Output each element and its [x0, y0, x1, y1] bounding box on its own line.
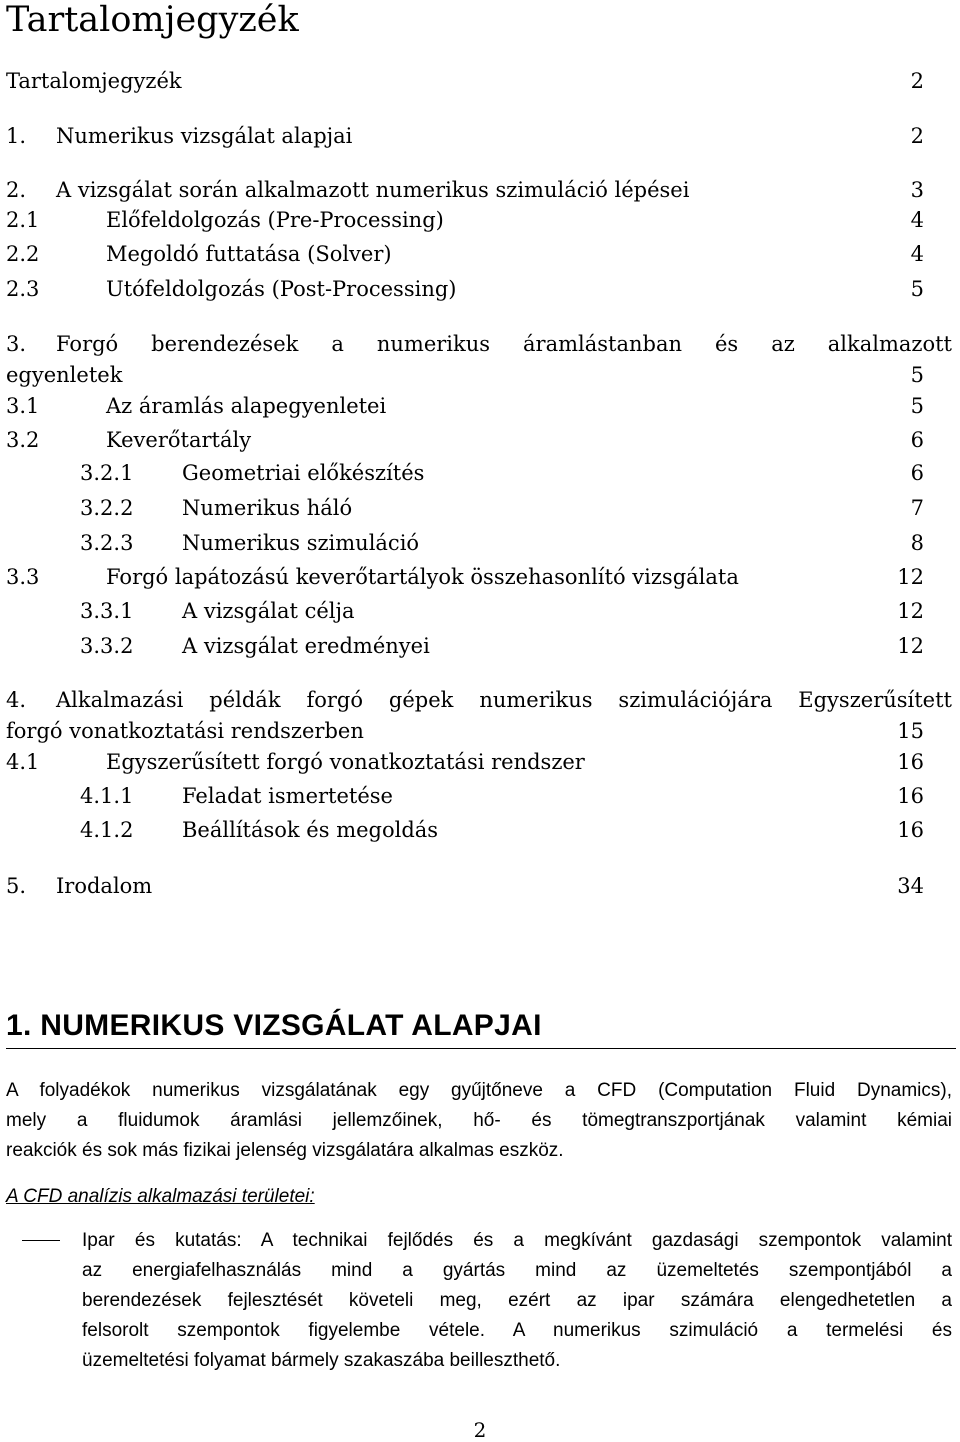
- toc-entry-text: A vizsgálat során alkalmazott numerikus szimuláció lépései: [56, 178, 690, 202]
- toc-entry-text: Előfeldolgozás (Pre-Processing): [106, 208, 444, 232]
- toc-entry-number: 4.1: [6, 750, 40, 774]
- toc-entry-number: 1.: [6, 124, 27, 148]
- toc-entry-number: 3.1: [6, 394, 40, 418]
- toc-entry-number: 3.2.1: [80, 461, 134, 485]
- toc-entry-page: 16: [897, 818, 924, 842]
- intro-line: mely a fluidumok áramlási jellemzőinek, hő- és tömegtranszportjának valamint kémiai: [6, 1110, 952, 1131]
- toc-entry-text: Beállítások és megoldás: [182, 818, 439, 842]
- toc-entry-text: Feladat ismertetése: [182, 784, 393, 808]
- toc-entry-page: 6: [910, 461, 924, 485]
- toc-entry-text: Forgó berendezések a numerikus áramlástanban és az alkalmazott: [56, 332, 952, 356]
- toc-entry-text: Az áramlás alapegyenletei: [106, 394, 387, 418]
- toc-entry-text-continued: egyenletek: [6, 363, 123, 387]
- toc-entry-text: Forgó lapátozású keverőtartályok összehasonlító vizsgálata: [106, 565, 739, 589]
- toc-entry-number: 4.1.1: [80, 784, 134, 808]
- toc-entry-page: 34: [897, 874, 924, 898]
- intro-paragraph: [6, 1076, 952, 1166]
- toc-entry-page: 5: [910, 277, 924, 301]
- toc-entry-page: 5: [910, 363, 924, 387]
- bullet-line: berendezések fejlesztését követeli meg, ezért az ipar számára elengedhetetlen a: [82, 1290, 952, 1311]
- toc-title: Tartalomjegyzék: [6, 0, 299, 40]
- section-heading: 1. NUMERIKUS VIZSGÁLAT ALAPJAI: [6, 1009, 542, 1042]
- toc-entry-text: Keverőtartály: [106, 428, 252, 452]
- toc-entry-number: 5.: [6, 874, 27, 898]
- bullet-line: üzemeltetési folyamat bármely szakaszába beilleszthető.: [82, 1350, 561, 1371]
- toc-entry-page: 2: [910, 69, 924, 93]
- toc-entry-text: Numerikus vizsgálat alapjai: [56, 124, 353, 148]
- toc-entry-page: 4: [910, 242, 924, 266]
- bullet-line: felsorolt szempontok figyelembe vétele. A numerikus szimuláció a termelési és: [82, 1320, 952, 1341]
- toc-entry-page: 6: [910, 428, 924, 452]
- toc-entry-page: 12: [897, 634, 924, 658]
- toc-entry-number: 2.: [6, 178, 27, 202]
- toc-entry-page: 12: [897, 599, 924, 623]
- toc-entry-number: 3.2.3: [80, 531, 134, 555]
- toc-entry-number: 2.2: [6, 242, 40, 266]
- toc-entry-number: 3.3: [6, 565, 40, 589]
- toc-entry-page: 12: [897, 565, 924, 589]
- toc-entry-page: 16: [897, 750, 924, 774]
- toc-entry-page: 15: [897, 719, 924, 743]
- toc-entry-page: 8: [910, 531, 924, 555]
- bullet-line: az energiafelhasználás mind a gyártás mind az üzemeltetés szempontjából a: [82, 1260, 952, 1281]
- toc-entry-text: Irodalom: [56, 874, 153, 898]
- toc-entry-text: Egyszerűsített forgó vonatkoztatási rendszer: [106, 750, 585, 774]
- toc-entry-text: Megoldó futtatása (Solver): [106, 242, 392, 266]
- toc-entry-text: Utófeldolgozás (Post-Processing): [106, 277, 457, 301]
- bullet-line: Ipar és kutatás: A technikai fejlődés és a megkívánt gazdasági szempontok valamint: [82, 1230, 952, 1251]
- toc-entry-page: 2: [910, 124, 924, 148]
- toc-entry-text: Alkalmazási példák forgó gépek numerikus szimulációjára Egyszerűsített: [56, 688, 952, 712]
- toc-entry-page: 5: [910, 394, 924, 418]
- toc-entry-number: 2.1: [6, 208, 40, 232]
- toc-entry-page: 16: [897, 784, 924, 808]
- intro-line: reakciók és sok más fizikai jelenség vizsgálatára alkalmas eszköz.: [6, 1140, 564, 1161]
- toc-entry-number: 3.: [6, 332, 27, 356]
- toc-entry-text-continued: forgó vonatkoztatási rendszerben: [6, 719, 364, 743]
- intro-line: A folyadékok numerikus vizsgálatának egy gyűjtőneve a CFD (Computation Fluid Dynamics),: [6, 1080, 952, 1101]
- bullet-paragraph: [82, 1226, 952, 1376]
- toc-entry-text: Geometriai előkészítés: [182, 461, 425, 485]
- dash-bullet-icon: [22, 1240, 60, 1241]
- toc-entry-number: 4.1.2: [80, 818, 134, 842]
- toc-entry-number: 4.: [6, 688, 27, 712]
- toc-entry-page: 7: [910, 496, 924, 520]
- toc-entry-number: 3.3.1: [80, 599, 134, 623]
- toc-entry-number: 3.2: [6, 428, 40, 452]
- toc-entry-text: Numerikus háló: [182, 496, 353, 520]
- page-number: 2: [473, 1418, 487, 1442]
- toc-entry-number: 3.2.2: [80, 496, 134, 520]
- toc-entry-page: 3: [910, 178, 924, 202]
- toc-entry-text: A vizsgálat eredményei: [182, 634, 430, 658]
- toc-entry-number: 2.3: [6, 277, 40, 301]
- toc-entry-page: 4: [910, 208, 924, 232]
- toc-entry-text: Tartalomjegyzék: [6, 69, 182, 93]
- toc-entry-text: Numerikus szimuláció: [182, 531, 420, 555]
- subheading: A CFD analízis alkalmazási területei:: [6, 1186, 315, 1207]
- toc-entry-text: A vizsgálat célja: [182, 599, 355, 623]
- heading-rule: [6, 1048, 956, 1049]
- toc-entry-number: 3.3.2: [80, 634, 134, 658]
